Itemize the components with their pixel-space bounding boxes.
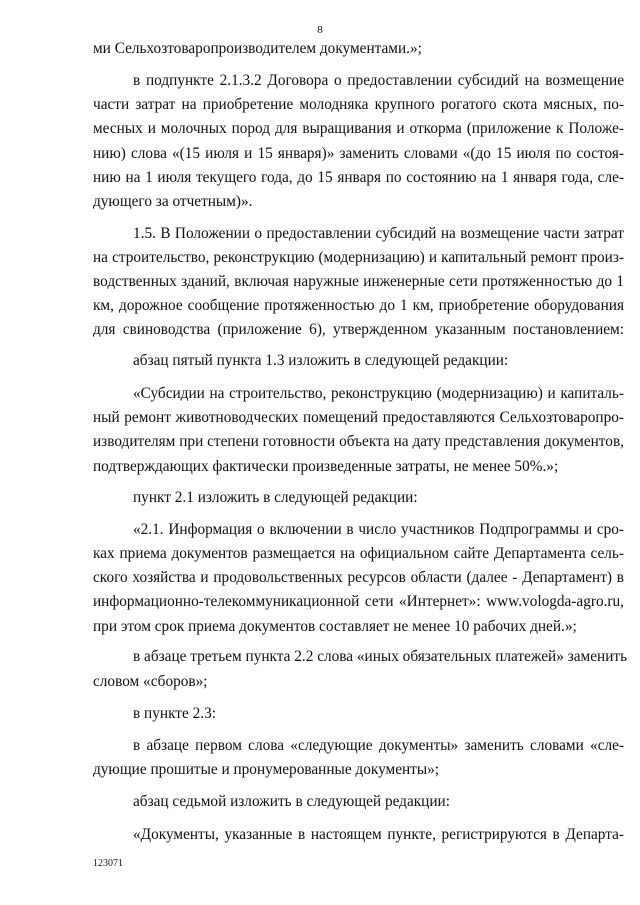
text-line: месных и молочных пород для выращивания и откорма (приложение к Положе- <box>93 120 624 137</box>
text-line: ках приема документов размещается на официальном сайте Департамента сель- <box>93 545 624 562</box>
text-line: для свиноводства (приложение 6), утвержденном указанным постановлением: <box>93 321 624 338</box>
text-line: км, дорожное сообщение протяженностью до 1 км, приобретение оборудования <box>93 297 624 314</box>
text-line: пункт 2.1 изложить в следующей редакции: <box>133 489 418 506</box>
text-line: «2.1. Информация о включении в число участников Подпрограммы и сро- <box>133 521 624 538</box>
text-line: нию) слова «(15 июля и 15 января)» заменить словами «(до 15 июля по состоя- <box>93 145 624 162</box>
text-line: в абзаце третьем пункта 2.2 слова «иных обязательных платежей» заменить <box>133 648 628 665</box>
text-line: изводителям при степени готовности объекта на дату представления документов, <box>93 433 624 450</box>
text-line: дующего за отчетным)». <box>93 193 253 210</box>
text-line: ный ремонт животноводческих помещений предоставляются Сельхозтоваропро- <box>93 409 624 426</box>
text-line: подтверждающих фактически произведенные затраты, не менее 50%.»; <box>93 458 559 475</box>
text-line: водственных зданий, включая наружные инженерные сети протяженностью до 1 <box>93 273 624 290</box>
text-line: части затрат на приобретение молодняка крупного рогатого скота мясных, по- <box>93 96 624 113</box>
text-line: на строительство, реконструкцию (модернизацию) и капитальный ремонт произ- <box>93 249 624 266</box>
text-line: словом «сборов»; <box>93 673 208 690</box>
text-line: информационно-телекоммуникационной сети «Интернет»: www.vologda-agro.ru, <box>93 593 624 610</box>
footer-code: 123071 <box>93 858 123 869</box>
text-line: в пункте 2.3: <box>133 705 216 722</box>
text-line: нию на 1 июля текущего года, до 15 января по состоянию на 1 января года, сле- <box>93 169 624 186</box>
text-line: в подпункте 2.1.3.2 Договора о предоставлении субсидий на возмещение <box>133 72 624 89</box>
text-line: в абзаце первом слова «следующие документы» заменить словами «сле- <box>133 737 624 754</box>
text-line: 1.5. В Положении о предоставлении субсидий на возмещение части затрат <box>133 225 624 242</box>
text-line: абзац седьмой изложить в следующей редакции: <box>133 793 450 810</box>
text-line: ми Сельхозтоваропроизводителем документами.»; <box>93 40 422 57</box>
text-line: абзац пятый пункта 1.3 изложить в следующей редакции: <box>133 352 509 369</box>
text-line: «Субсидии на строительство, реконструкцию (модернизацию) и капиталь- <box>133 385 624 402</box>
text-line: дующие прошитые и пронумерованные документы»; <box>93 761 440 778</box>
text-line: «Документы, указанные в настоящем пункте, регистрируются в Департа- <box>133 826 624 843</box>
text-line: при этом срок приема документов составляет не менее 10 рабочих дней.»; <box>93 618 577 635</box>
page-number: 8 <box>317 24 323 36</box>
text-line: ского хозяйства и продовольственных ресурсов области (далее - Департамент) в <box>93 569 624 586</box>
